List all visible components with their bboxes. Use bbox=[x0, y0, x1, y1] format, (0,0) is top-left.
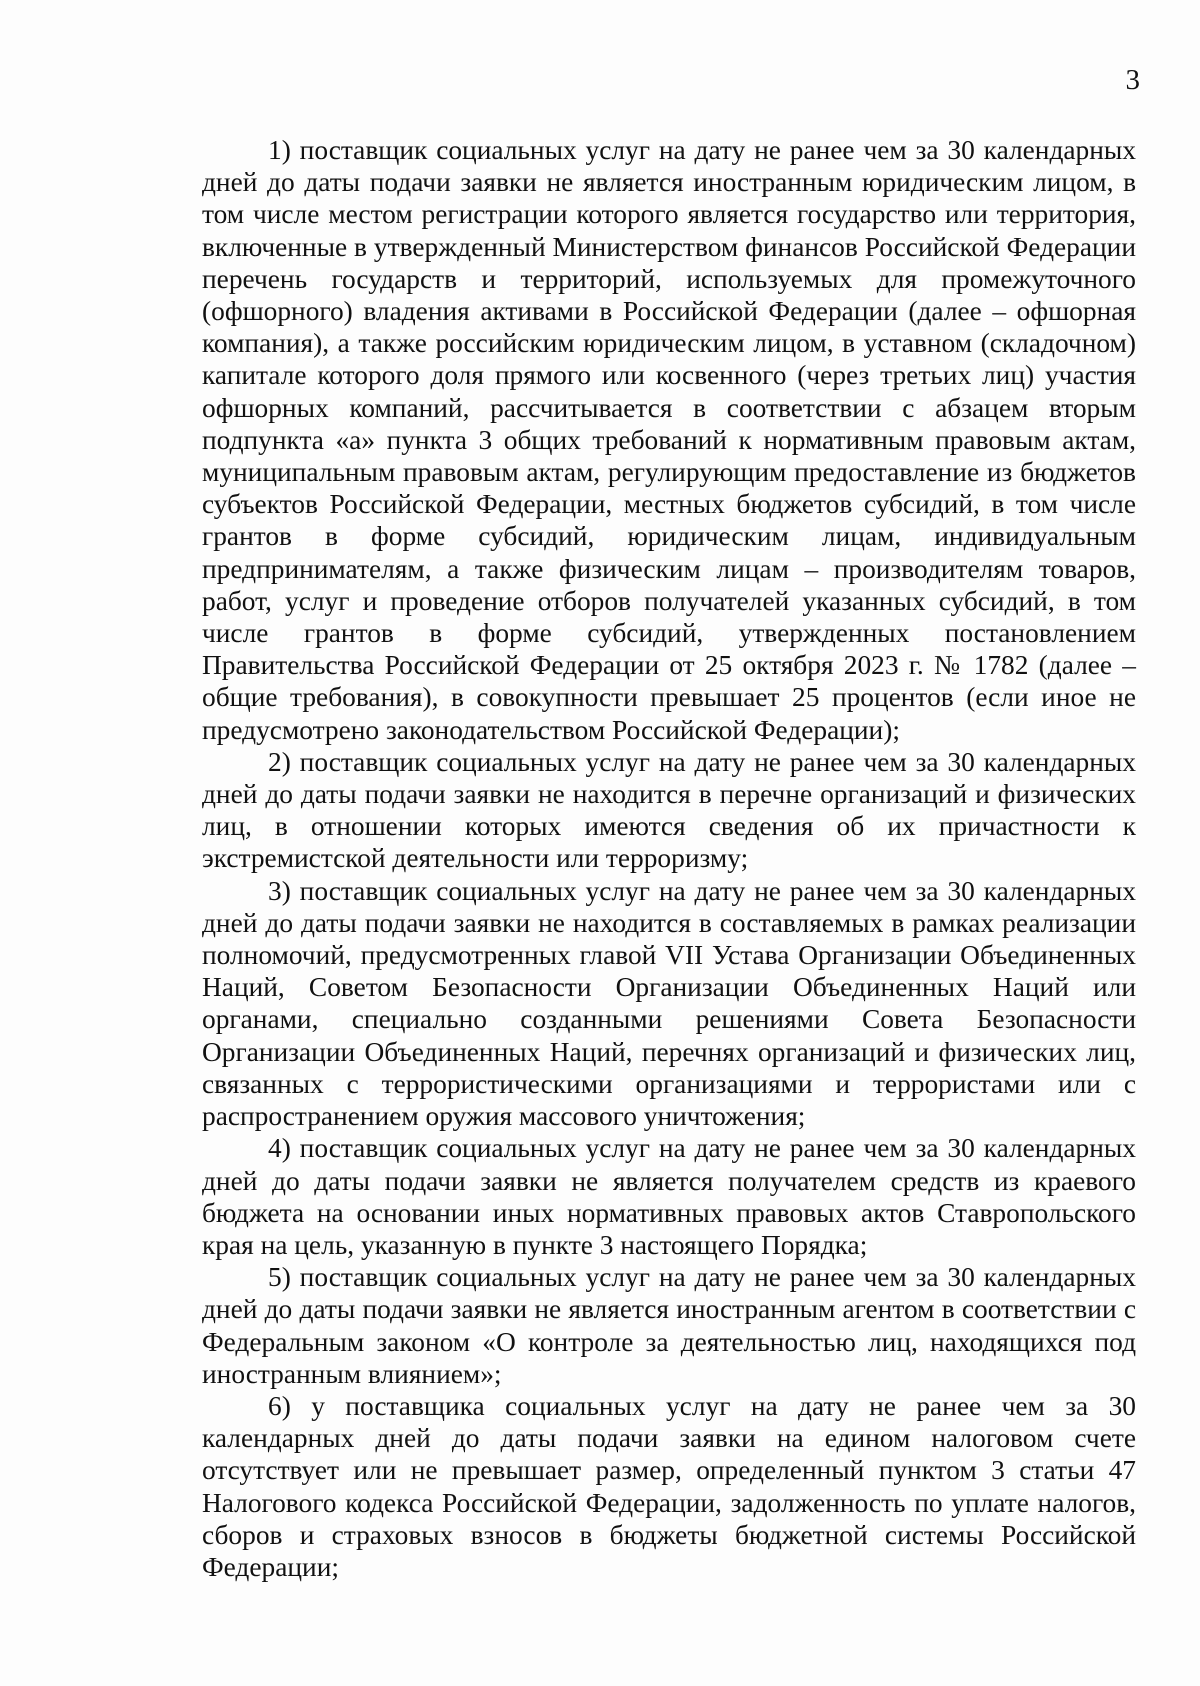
paragraph-item-2: 2) поставщик социальных услуг на дату не ранее чем за 30 календарных дней до даты подачи заявки не находится в перечне организаций и физических лиц, в отношении которых имеются сведения об их причастности к экстремистской деятельности или терроризму; bbox=[202, 746, 1136, 874]
document-body bbox=[202, 134, 1136, 1583]
page-number: 3 bbox=[1125, 64, 1140, 96]
paragraph-item-3: 3) поставщик социальных услуг на дату не ранее чем за 30 календарных дней до даты подачи заявки не находится в составляемых в рамках реализации полномочий, предусмотренных главой VII Устава Организации Объединенных Наций, Советом Безопасности Организации Объединенных Наций или органами, специально созданными решениями Совета Безопасности Организации Объединенных Наций, перечнях организаций и физических лиц, связанных с террористическими организациями и террористами или с распространением оружия массового уничтожения; bbox=[202, 875, 1136, 1132]
paragraph-item-4: 4) поставщик социальных услуг на дату не ранее чем за 30 календарных дней до даты подачи заявки не является получателем средств из краевого бюджета на основании иных нормативных правовых актов Ставропольского края на цель, указанную в пункте 3 настоящего Порядка; bbox=[202, 1133, 1136, 1260]
paragraph-item-6: 6) у поставщика социальных услуг на дату не ранее чем за 30 календарных дней до даты подачи заявки на едином налоговом счете отсутствует или не превышает размер, определенный пунктом 3 статьи 47 Налогового кодекса Российской Федерации, задолженность по уплате налогов, сборов и страховых взносов в бюджеты бюджетной системы Российской Федерации; bbox=[202, 1390, 1136, 1582]
paragraph-item-5: 5) поставщик социальных услуг на дату не ранее чем за 30 календарных дней до даты подачи заявки не является иностранным агентом в соответствии с Федеральным законом «О контроле за деятельностью лиц, находящихся под иностранным влиянием»; bbox=[202, 1262, 1136, 1389]
paragraph-item-1: 1) поставщик социальных услуг на дату не ранее чем за 30 календарных дней до даты подачи заявки не является иностранным юридическим лицом, в том числе местом регистрации которого является государство или территория, включенные в утвержденный Министерством финансов Российской Федерации перечень государств и территорий, используемых для промежуточного (офшорного) владения активами в Российской Федерации (далее – офшорная компания), а также российским юридическим лицом, в уставном (складочном) капитале которого доля прямого или косвенного (через третьих лиц) участия офшорных компаний, рассчитывается в соответствии с абзацем вторым подпункта «а» пункта 3 общих требований к нормативным правовым актам, муниципальным правовым актам, регулирующим предоставление из бюджетов субъектов Российской Федерации, местных бюджетов субсидий, в том числе грантов в форме субсидий, юридическим лицам, индивидуальным предпринимателям, а также физическим лицам – производителям товаров, работ, услуг и проведение отборов получателей указанных субсидий, в том числе грантов в форме субсидий, утвержденных постановлением Правительства Российской Федерации от 25 октября 2023 г. № 1782 (далее – общие требования), в совокупности превышает 25 процентов (если иное не предусмотрено законодательством Российской Федерации); bbox=[202, 135, 1136, 745]
